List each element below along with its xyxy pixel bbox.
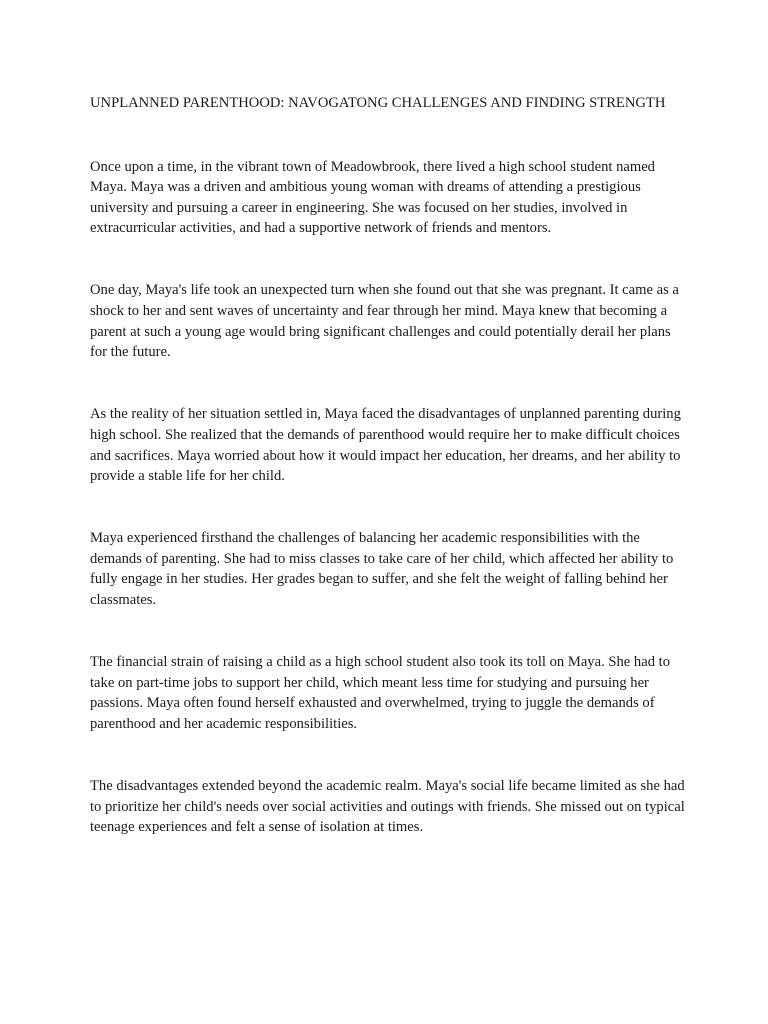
document-page (90, 93, 690, 879)
paragraph-3: As the reality of her situation settled in, Maya faced the disadvantages of unplanned parenting during high school. She realized that the demands of parenthood would require her to make difficult choices and sacrifices. Maya worried about how it would impact her education, her dreams, and her ability to provide a stable life for her child. (90, 406, 681, 485)
paragraph-4: Maya experienced firsthand the challenges of balancing her academic responsibilities with the demands of parenting. She had to miss classes to take care of her child, which affected her ability to fully engage in her studies. Her grades began to suffer, and she felt the weight of falling behind her classmates. (90, 530, 674, 608)
document-title: UNPLANNED PARENTHOOD: NAVOGATONG CHALLENGES AND FINDING STRENGTH (90, 95, 666, 111)
paragraph-6: The disadvantages extended beyond the academic realm. Maya's social life became limited as she had to prioritize her child's needs over social activities and outings with friends. She missed out on typical teenage experiences and felt a sense of isolation at times. (90, 777, 685, 836)
paragraph-2: One day, Maya's life took an unexpected turn when she found out that she was pregnant. It came as a shock to her and sent waves of uncertainty and fear through her mind. Maya knew that becoming a parent at such a young age would bring significant challenges and could potentially derail her plans for the future. (90, 282, 679, 361)
paragraph-1: Once upon a time, in the vibrant town of Meadowbrook, there lived a high school student named Maya. Maya was a driven and ambitious young woman with dreams of attending a prestigious university and pursuing a career in engineering. She was focused on her studies, involved in extracurricular activities, and had a supportive network of friends and mentors. (90, 158, 655, 237)
paragraph-5: The financial strain of raising a child as a high school student also took its toll on Maya. She had to take on part-time jobs to support her child, which meant less time for studying and pursuing her passions. Maya often found herself exhausted and overwhelmed, trying to juggle the demands of parenthood and her academic responsibilities. (90, 654, 670, 732)
